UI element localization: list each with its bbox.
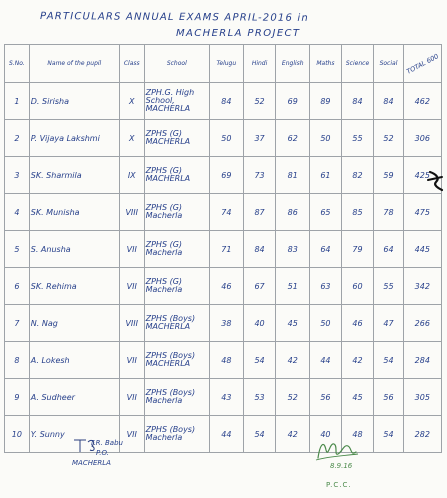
hindi-cell: 84 (243, 231, 276, 268)
name-cell: SK. Rehima (29, 268, 119, 305)
telugu-cell: 38 (209, 305, 243, 342)
school-cell: ZPHS (G) MACHERLA (144, 120, 209, 157)
table-row (5, 268, 442, 305)
col-header-maths: Maths (310, 45, 342, 83)
telugu-cell: 84 (209, 83, 243, 120)
english-cell: 42 (276, 342, 310, 379)
marks-table (4, 44, 442, 453)
maths-cell: 61 (310, 157, 342, 194)
english-cell: 69 (276, 83, 310, 120)
school-cell: ZPHS (G) Macherla (144, 231, 209, 268)
maths-cell: 89 (310, 83, 342, 120)
maths-cell: 65 (310, 194, 342, 231)
name-cell: A. Sudheer (29, 379, 119, 416)
telugu-cell: 74 (209, 194, 243, 231)
social-cell: 59 (374, 157, 403, 194)
total-cell: 282 (403, 416, 441, 453)
school-cell: ZPH.G. High School, MACHERLA (144, 83, 209, 120)
hindi-cell: 87 (243, 194, 276, 231)
total-cell: 266 (403, 305, 441, 342)
total-cell: 475 (403, 194, 441, 231)
school-cell: ZPHS (G) Macherla (144, 194, 209, 231)
name-cell: D. Sirisha (29, 83, 119, 120)
col-header-english: English (276, 45, 310, 83)
officer-name: T.R. Babu (90, 439, 123, 447)
english-cell: 52 (276, 379, 310, 416)
science-cell: 42 (341, 342, 374, 379)
total-cell: 425 (403, 157, 441, 194)
sno-cell: 10 (5, 416, 30, 453)
maths-cell: 50 (310, 305, 342, 342)
hindi-cell: 54 (243, 416, 276, 453)
maths-cell: 50 (310, 120, 342, 157)
pcc-label: P.C.C. (326, 481, 352, 489)
class-cell: X (119, 83, 144, 120)
total-cell: 462 (403, 83, 441, 120)
table-row (5, 342, 442, 379)
social-cell: 54 (374, 342, 403, 379)
class-cell: IX (119, 157, 144, 194)
table-row (5, 416, 442, 453)
science-cell: 55 (341, 120, 374, 157)
english-cell: 51 (276, 268, 310, 305)
col-header-social: Social (374, 45, 403, 83)
sno-cell: 3 (5, 157, 30, 194)
social-cell: 56 (374, 379, 403, 416)
total-cell: 305 (403, 379, 441, 416)
table-row (5, 379, 442, 416)
table-row (5, 194, 442, 231)
total-cell: 306 (403, 120, 441, 157)
science-cell: 48 (341, 416, 374, 453)
english-cell: 62 (276, 120, 310, 157)
sheet-subtitle: MACHERLA PROJECT (176, 28, 301, 39)
sno-cell: 8 (5, 342, 30, 379)
hindi-cell: 73 (243, 157, 276, 194)
class-cell: VIII (119, 305, 144, 342)
name-cell: S. Anusha (29, 231, 119, 268)
table-row (5, 157, 442, 194)
science-cell: 82 (341, 157, 374, 194)
name-cell: A. Lokesh (29, 342, 119, 379)
science-cell: 46 (341, 305, 374, 342)
social-cell: 52 (374, 120, 403, 157)
maths-cell: 64 (310, 231, 342, 268)
table-header-row (5, 45, 442, 83)
table-row (5, 83, 442, 120)
total-cell: 284 (403, 342, 441, 379)
science-cell: 84 (341, 83, 374, 120)
hindi-cell: 53 (243, 379, 276, 416)
total-cell: 342 (403, 268, 441, 305)
table-row (5, 305, 442, 342)
maths-cell: 40 (310, 416, 342, 453)
sno-cell: 6 (5, 268, 30, 305)
maths-cell: 63 (310, 268, 342, 305)
class-cell: X (119, 120, 144, 157)
col-header-hindi: Hindi (243, 45, 276, 83)
maths-cell: 44 (310, 342, 342, 379)
class-cell: VII (119, 342, 144, 379)
telugu-cell: 71 (209, 231, 243, 268)
handwritten-mark-icon (426, 168, 446, 194)
english-cell: 83 (276, 231, 310, 268)
english-cell: 42 (276, 416, 310, 453)
sno-cell: 7 (5, 305, 30, 342)
school-cell: ZPHS (Boys) MACHERLA (144, 342, 209, 379)
telugu-cell: 46 (209, 268, 243, 305)
officer-stamp-block (72, 438, 123, 468)
telugu-cell: 69 (209, 157, 243, 194)
hindi-cell: 40 (243, 305, 276, 342)
social-cell: 78 (374, 194, 403, 231)
sno-cell: 1 (5, 83, 30, 120)
sno-cell: 5 (5, 231, 30, 268)
hindi-cell: 37 (243, 120, 276, 157)
social-cell: 54 (374, 416, 403, 453)
telugu-cell: 44 (209, 416, 243, 453)
social-cell: 84 (374, 83, 403, 120)
social-cell: 55 (374, 268, 403, 305)
science-cell: 60 (341, 268, 374, 305)
name-cell: N. Nag (29, 305, 119, 342)
school-cell: ZPHS (Boys) Macherla (144, 416, 209, 453)
col-header-class: Class (119, 45, 144, 83)
hindi-cell: 54 (243, 342, 276, 379)
col-header-total (403, 45, 441, 83)
class-cell: VII (119, 231, 144, 268)
social-cell: 64 (374, 231, 403, 268)
sno-cell: 2 (5, 120, 30, 157)
hindi-cell: 52 (243, 83, 276, 120)
school-cell: ZPHS (Boys) Macherla (144, 379, 209, 416)
sno-cell: 4 (5, 194, 30, 231)
name-cell: SK. Sharmila (29, 157, 119, 194)
science-cell: 79 (341, 231, 374, 268)
hindi-cell: 67 (243, 268, 276, 305)
col-header-school: School (144, 45, 209, 83)
class-cell: VIII (119, 194, 144, 231)
sno-cell: 9 (5, 379, 30, 416)
sheet-title: PARTICULARS ANNUAL EXAMS APRIL-2016 in (39, 11, 310, 24)
table-row (5, 231, 442, 268)
col-header-telugu: Telugu (209, 45, 243, 83)
english-cell: 45 (276, 305, 310, 342)
total-cell: 445 (403, 231, 441, 268)
officer-title: P.O. (96, 449, 109, 457)
officer-place: MACHERLA (72, 459, 111, 467)
science-cell: 45 (341, 379, 374, 416)
english-cell: 86 (276, 194, 310, 231)
class-cell: VII (119, 268, 144, 305)
col-header-science: Science (341, 45, 374, 83)
school-cell: ZPHS (G) MACHERLA (144, 157, 209, 194)
english-cell: 81 (276, 157, 310, 194)
col-header-name: Name of the pupil (29, 45, 119, 83)
name-cell: P. Vijaya Lakshmi (29, 120, 119, 157)
col-header-sno: S.No. (5, 45, 30, 83)
class-cell: VII (119, 416, 144, 453)
signature-date: 8.9.16 (330, 462, 353, 470)
science-cell: 85 (341, 194, 374, 231)
school-cell: ZPHS (G) Macherla (144, 268, 209, 305)
name-cell: SK. Munisha (29, 194, 119, 231)
name-cell: Y. Sunny (29, 416, 119, 453)
telugu-cell: 48 (209, 342, 243, 379)
table-row (5, 120, 442, 157)
school-cell: ZPHS (Boys) MACHERLA (144, 305, 209, 342)
social-cell: 47 (374, 305, 403, 342)
class-cell: VII (119, 379, 144, 416)
maths-cell: 56 (310, 379, 342, 416)
telugu-cell: 43 (209, 379, 243, 416)
telugu-cell: 50 (209, 120, 243, 157)
total-header-label: TOTAL 600 (404, 51, 440, 76)
